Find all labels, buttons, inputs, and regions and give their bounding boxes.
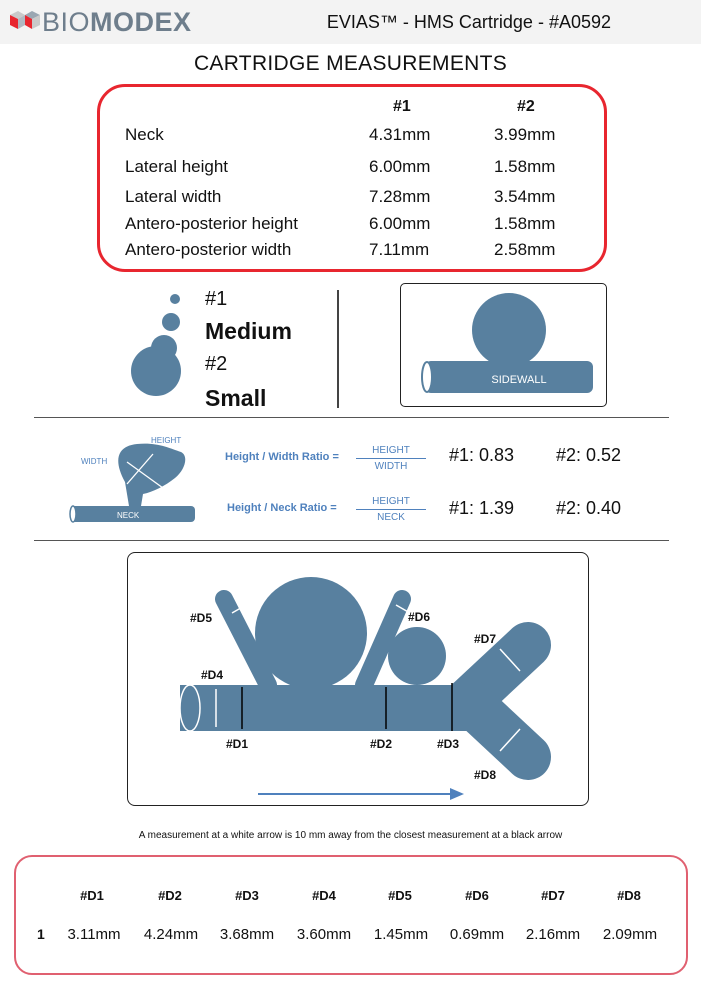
ap-height-value-2: 1.58mm [494, 214, 556, 233]
d-header-d6: #D6 [465, 888, 489, 903]
size-label-1: Medium [205, 318, 292, 344]
size-circles-icon [120, 285, 200, 400]
lateral-width-value-2: 3.54mm [494, 187, 556, 206]
ap-height-value-1: 6.00mm [369, 214, 431, 233]
hw-value-2: #2: 0.52 [556, 445, 622, 465]
label-d1: #D1 [226, 737, 249, 751]
label-d2: #D2 [370, 737, 393, 751]
lateral-height-value-2: 1.58mm [494, 157, 556, 176]
d-value-d5: 1.45mm [373, 926, 429, 943]
d-value-d8: 2.09mm [602, 926, 658, 943]
hn-numerator: HEIGHT [372, 496, 410, 507]
biomodex-logo [8, 6, 192, 38]
diagram-height-label: HEIGHT [151, 436, 182, 445]
d-value-d2: 4.24mm [143, 926, 199, 943]
d-measurements-box [14, 855, 688, 975]
d-header-d5: #D5 [388, 888, 412, 903]
d-value-d1: 3.11mm [67, 926, 121, 943]
hw-numerator: HEIGHT [372, 445, 410, 456]
hn-value-1: #1: 1.39 [449, 498, 515, 518]
d-value-d4: 3.60mm [296, 926, 352, 943]
hn-fraction-line [356, 509, 426, 510]
row-label-ap-height: Antero-posterior height [125, 214, 298, 233]
label-d6: #D6 [408, 610, 431, 624]
d-value-d6: 0.69mm [449, 926, 505, 943]
col-header-1: #1 [393, 98, 411, 115]
sidewall-aneurysm-icon [401, 284, 605, 405]
neck-value-1: 4.31mm [369, 125, 431, 144]
d-header-d2: #D2 [158, 888, 182, 903]
row-label-neck: Neck [125, 125, 164, 144]
label-d4: #D4 [201, 668, 224, 682]
col-header-2: #2 [517, 98, 535, 115]
diagram-neck-label: NECK [117, 511, 140, 520]
vessel-diagram [127, 552, 589, 806]
size-id-1: #1 [205, 288, 228, 310]
lateral-height-value-1: 6.00mm [369, 157, 431, 176]
document-title: EVIAS™ - HMS Cartridge - #A0592 [326, 12, 611, 32]
d-header-d4: #D4 [312, 888, 336, 903]
label-d5: #D5 [190, 611, 213, 625]
hn-denominator: NECK [377, 512, 405, 523]
hn-value-2: #2: 0.40 [556, 498, 622, 518]
ratio-diagram-icon [65, 430, 205, 526]
neck-value-2: 3.99mm [494, 125, 556, 144]
hn-ratio-label: Height / Neck Ratio = [227, 502, 337, 514]
hw-denominator: WIDTH [374, 461, 408, 472]
d-value-d7: 2.16mm [525, 926, 581, 943]
divider-1 [34, 417, 669, 418]
d-header-d3: #D3 [235, 888, 259, 903]
divider-2 [34, 540, 669, 541]
hw-value-1: #1: 0.83 [449, 445, 515, 465]
label-d8: #D8 [474, 768, 497, 782]
logo-mark-icon [8, 9, 42, 35]
row-label-lateral-width: Lateral width [125, 187, 222, 206]
d-header-d1: #D1 [80, 888, 104, 903]
row-label-ap-width: Antero-posterior width [125, 240, 292, 259]
logo-text-light: BIO [42, 6, 91, 37]
d-header-d8: #D8 [617, 888, 641, 903]
hw-ratio-label: Height / Width Ratio = [225, 451, 339, 463]
ap-width-value-1: 7.11mm [369, 240, 430, 259]
size-label-2: Small [205, 385, 267, 411]
sidewall-label: SIDEWALL [491, 374, 547, 386]
label-d7: #D7 [474, 632, 497, 646]
lateral-width-value-1: 7.28mm [369, 187, 431, 206]
size-id-2: #2 [205, 353, 228, 375]
measurement-note: A measurement at a white arrow is 10 mm away from the closest measurement at a black arrow [138, 830, 563, 841]
section-title: CARTRIDGE MEASUREMENTS [193, 52, 508, 75]
label-d3: #D3 [437, 737, 460, 751]
vertical-divider [337, 290, 339, 408]
vessel-aneurysm-icon [128, 553, 587, 804]
row-label-lateral-height: Lateral height [125, 157, 229, 176]
logo-text-bold: MODEX [90, 6, 192, 37]
d-header-d7: #D7 [541, 888, 565, 903]
hw-fraction-line [356, 458, 426, 459]
d-row-label: 1 [37, 926, 45, 942]
sidewall-diagram [400, 283, 607, 407]
diagram-width-label: WIDTH [81, 457, 108, 466]
ap-width-value-2: 2.58mm [494, 240, 556, 259]
d-value-d3: 3.68mm [219, 926, 275, 943]
